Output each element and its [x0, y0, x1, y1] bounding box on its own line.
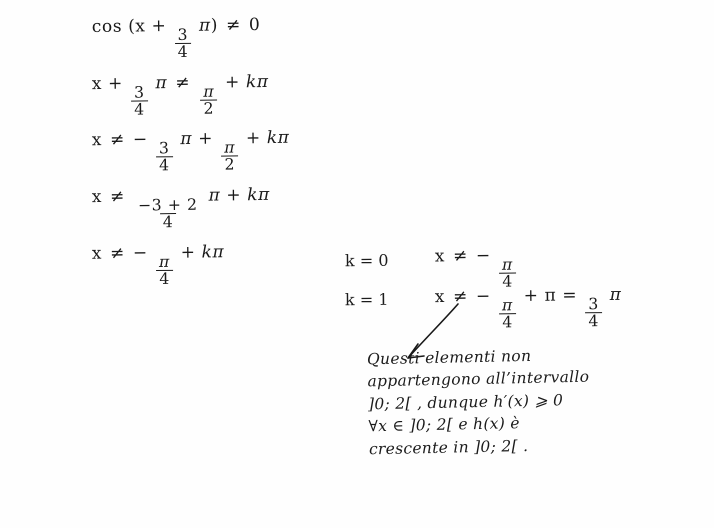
case-k0-lead: x	[434, 246, 446, 267]
math-line-simplified-solution	[92, 242, 225, 288]
line4-fraction	[135, 196, 201, 231]
case-k1-fraction-2	[585, 293, 602, 331]
line2-plus: +	[224, 72, 241, 93]
line5-plus: +	[180, 242, 196, 263]
line1-pi: π	[198, 15, 211, 36]
line2-right-numerator: π	[203, 81, 215, 101]
line3-left-numerator: 3	[158, 137, 170, 157]
case-result-k0	[435, 245, 518, 290]
case-label-k0: k = 0	[344, 250, 389, 271]
case-k0-minus: −	[475, 245, 491, 267]
line5-lead: x	[91, 243, 103, 264]
line4-denominator: 4	[160, 213, 177, 231]
line3-pi-left: π	[180, 128, 193, 150]
line3-plus: +	[198, 128, 214, 149]
note-line-4: ∀x ∈ ]0; 2[ e h(x) è	[368, 414, 520, 436]
line3-plus-2: +	[245, 128, 261, 149]
line1-rhs: 0	[248, 14, 261, 36]
case-k1-fraction	[499, 294, 516, 332]
line4-pi: π	[208, 185, 221, 206]
line4-plus: +	[226, 185, 242, 206]
line2-pi-left: π	[155, 73, 168, 94]
line5-not-equal: ≠	[109, 243, 126, 264]
case-k0-numerator: π	[501, 254, 513, 274]
line1-close-paren: )	[210, 15, 219, 36]
line1-not-equal: ≠	[225, 15, 241, 36]
line1-denominator: 4	[175, 43, 192, 61]
line2-k-pi: kπ	[245, 71, 269, 93]
math-line-argument-not-equal	[92, 72, 269, 119]
case-k1-denominator-2: 4	[585, 312, 602, 330]
line3-right-numerator: π	[224, 137, 236, 157]
case-k1-pi-2: π	[609, 284, 622, 306]
case-k1-denominator: 4	[499, 313, 516, 331]
line4-numerator: −3 + 2	[137, 194, 198, 215]
line1-fraction	[174, 26, 191, 60]
case-k0-denominator: 4	[499, 273, 516, 291]
line3-fraction-left	[156, 137, 173, 175]
case-k1-numerator-2: 3	[588, 293, 599, 313]
case-k1-numerator: π	[501, 294, 513, 314]
line3-lead: x	[91, 130, 103, 151]
line3-minus: −	[132, 129, 148, 150]
case-k1-minus: −	[475, 286, 491, 307]
line4-not-equal: ≠	[109, 186, 126, 207]
line2-lead: x +	[91, 73, 124, 95]
line5-denominator: 4	[156, 270, 173, 288]
case-k0-not-equal: ≠	[452, 246, 469, 267]
note-line-3: ]0; 2[ , dunque h′(x) ⩾ 0	[367, 391, 564, 414]
line5-k-pi: kπ	[201, 242, 225, 263]
line2-fraction-right	[200, 83, 217, 117]
note-line-5: crescente in ]0; 2[ .	[368, 436, 529, 459]
line5-minus: −	[132, 243, 148, 264]
line3-right-denominator: 2	[221, 155, 238, 173]
line3-left-denominator: 4	[156, 156, 173, 174]
line1-numerator: 3	[177, 24, 189, 44]
math-line-isolate-x	[92, 128, 290, 175]
line3-k-pi: kπ	[266, 127, 290, 149]
line2-fraction-left	[131, 84, 148, 118]
line4-lead: x	[91, 186, 103, 208]
line3-fraction-right	[221, 139, 238, 173]
case-k0-fraction	[499, 256, 516, 290]
math-line-common-denominator	[92, 185, 271, 232]
line2-left-numerator: 3	[133, 82, 145, 102]
case-k1-not-equal: ≠	[452, 286, 469, 307]
case-k1-lead: x	[434, 287, 446, 308]
line3-not-equal: ≠	[109, 129, 126, 150]
line2-right-denominator: 2	[201, 100, 218, 118]
line5-fraction	[156, 253, 173, 287]
note-line-1: Questi elementi non	[366, 346, 532, 369]
case-label-k1: k = 1	[344, 289, 389, 310]
line2-not-equal: ≠	[175, 72, 191, 94]
line2-left-denominator: 4	[131, 100, 148, 118]
math-line-cosine-condition	[92, 15, 261, 61]
case-k1-plus-pi-equals: + π =	[523, 285, 578, 307]
line1-lead: cos (x +	[91, 16, 167, 38]
note-line-2: appartengono all’intervallo	[367, 368, 590, 391]
conclusion-note	[367, 344, 591, 461]
line5-numerator: π	[158, 251, 170, 271]
line4-k-pi: kπ	[247, 184, 271, 206]
